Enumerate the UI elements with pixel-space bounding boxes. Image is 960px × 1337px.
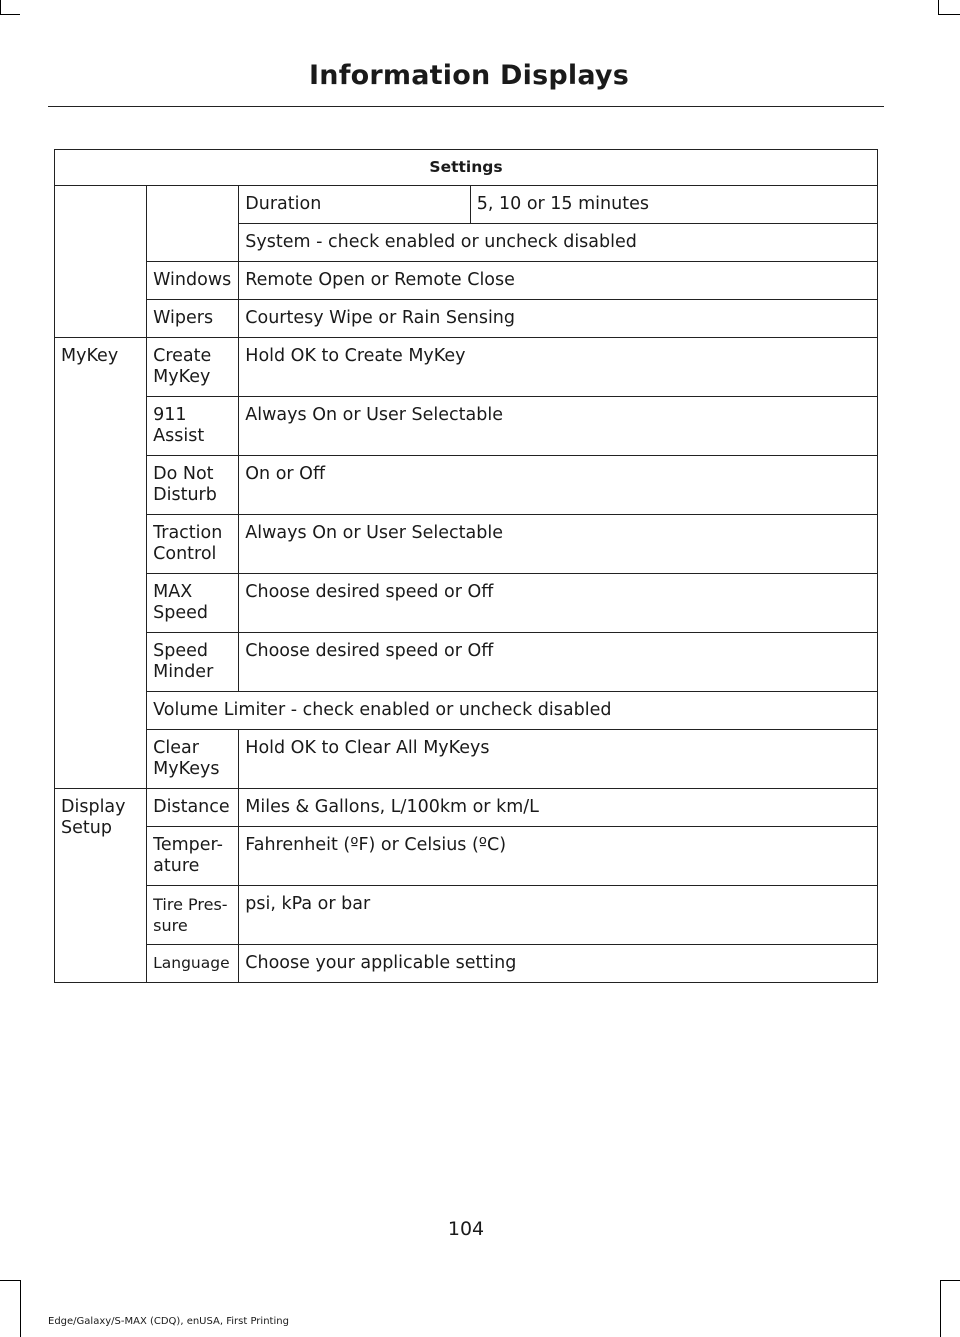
wipers-label: Wipers <box>147 300 239 338</box>
system-text: System - check enabled or uncheck disabled <box>239 224 878 262</box>
speed-minder-value: Choose desired speed or Off <box>239 633 878 692</box>
tire-pressure-value: psi, kPa or bar <box>239 886 878 945</box>
max-speed-label: MAX Speed <box>147 574 239 633</box>
duration-label: Duration <box>239 186 470 224</box>
crop-mark <box>938 0 939 14</box>
display-setup-label: Display Setup <box>55 789 147 983</box>
table-heading: Settings <box>55 150 878 186</box>
table-row <box>55 397 878 456</box>
table-row <box>55 886 878 945</box>
table-row <box>55 827 878 886</box>
table-row <box>55 574 878 633</box>
table-row <box>55 789 878 827</box>
clear-mykeys-label: Clear MyKeys <box>147 730 239 789</box>
empty-category-cell <box>55 186 147 338</box>
mykey-label: MyKey <box>55 338 147 789</box>
table-row <box>55 730 878 789</box>
table-row <box>55 945 878 983</box>
language-value: Choose your applicable setting <box>239 945 878 983</box>
crop-mark <box>0 1280 20 1281</box>
distance-value: Miles & Gallons, L/100km or km/L <box>239 789 878 827</box>
assist-label: 911 Assist <box>147 397 239 456</box>
crop-mark <box>938 14 960 15</box>
assist-value: Always On or User Selectable <box>239 397 878 456</box>
header-rule <box>48 106 884 107</box>
crop-mark <box>0 0 1 14</box>
crop-mark <box>20 1280 21 1337</box>
crop-mark <box>940 1280 960 1281</box>
wipers-value: Courtesy Wipe or Rain Sensing <box>239 300 878 338</box>
traction-label: Traction Control <box>147 515 239 574</box>
table-row <box>55 300 878 338</box>
temperature-value: Fahrenheit (ºF) or Celsius (ºC) <box>239 827 878 886</box>
table-row <box>55 515 878 574</box>
tire-pressure-label: Tire Pres- sure <box>147 886 239 945</box>
crop-mark <box>940 1280 941 1337</box>
settings-table <box>54 149 878 983</box>
distance-label: Distance <box>147 789 239 827</box>
windows-value: Remote Open or Remote Close <box>239 262 878 300</box>
page-title: Information Displays <box>309 60 629 91</box>
max-speed-value: Choose desired speed or Off <box>239 574 878 633</box>
duration-value: 5, 10 or 15 minutes <box>470 186 877 224</box>
table-header-row <box>55 150 878 186</box>
empty-setting-cell <box>147 186 239 262</box>
table-row <box>55 262 878 300</box>
table-row <box>55 338 878 397</box>
dnd-value: On or Off <box>239 456 878 515</box>
create-mykey-value: Hold OK to Create MyKey <box>239 338 878 397</box>
speed-minder-label: Speed Minder <box>147 633 239 692</box>
windows-label: Windows <box>147 262 239 300</box>
create-mykey-label: Create MyKey <box>147 338 239 397</box>
dnd-label: Do Not Disturb <box>147 456 239 515</box>
language-label: Language <box>147 945 239 983</box>
table-row <box>55 692 878 730</box>
footer-text: Edge/Galaxy/S-MAX (CDQ), enUSA, First Printing <box>48 1316 289 1327</box>
clear-mykeys-value: Hold OK to Clear All MyKeys <box>239 730 878 789</box>
table-row <box>55 633 878 692</box>
temperature-label: Temper- ature <box>147 827 239 886</box>
crop-mark <box>0 14 20 15</box>
page-number: 104 <box>447 1218 485 1240</box>
table-row <box>55 186 878 224</box>
volume-limiter-text: Volume Limiter - check enabled or uncheck disabled <box>147 692 878 730</box>
traction-value: Always On or User Selectable <box>239 515 878 574</box>
table-row <box>55 456 878 515</box>
